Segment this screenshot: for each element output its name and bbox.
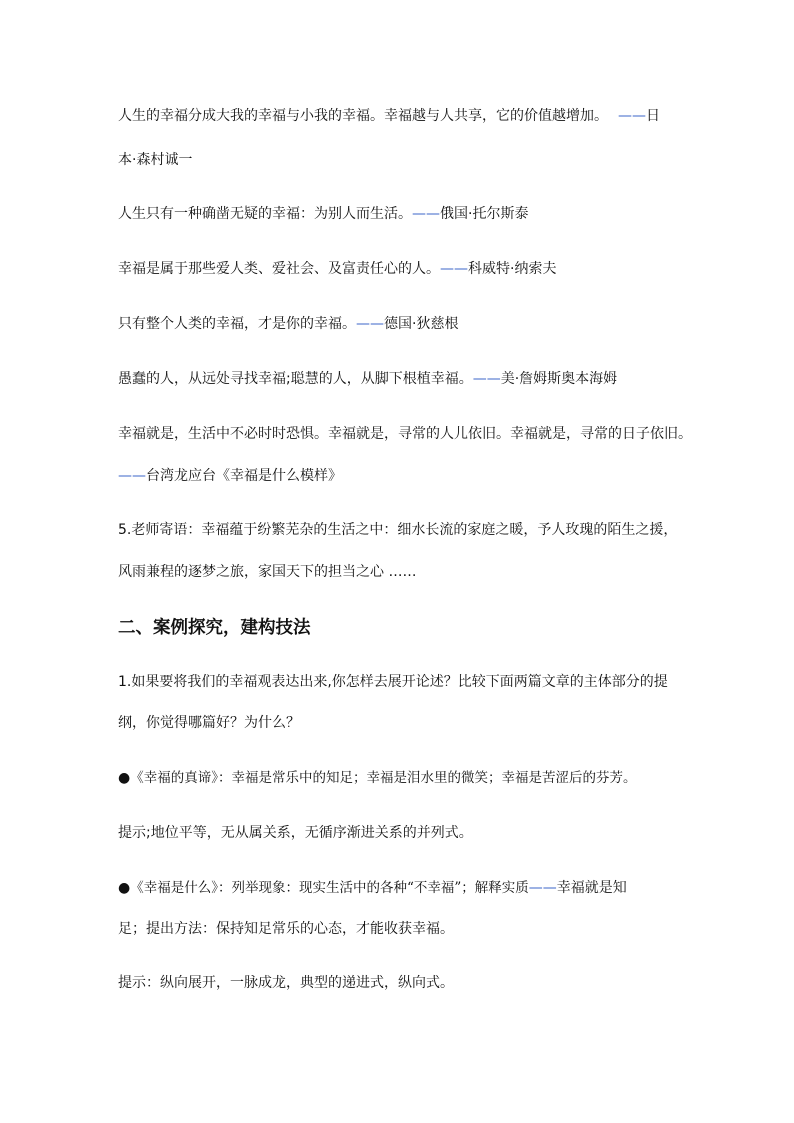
teacher-note-line-2: 风雨兼程的逐梦之旅，家国天下的担当之心 …… xyxy=(118,564,417,580)
quote-5-text: 愚蠢的人，从远处寻找幸福;聪慧的人，从脚下根植幸福。 xyxy=(118,371,473,387)
quote-2-text: 人生只有一种确凿无疑的幸福：为别人而生活。 xyxy=(118,206,412,222)
quote-6-text: 幸福就是，生活中不必时时恐惧。幸福就是，寻常的人儿依旧。幸福就是，寻常的日子依旧。 xyxy=(118,426,692,442)
quote-4-text: 只有整个人类的幸福，才是你的幸福。 xyxy=(118,316,356,332)
quote-5 xyxy=(118,369,617,389)
quote-1-text: 人生的幸福分成大我的幸福与小我的幸福。幸福越与人共享，它的价值越增加。 xyxy=(118,108,608,124)
quote-4 xyxy=(118,314,458,334)
quote-1-source-part2: 本·森村诚一 xyxy=(118,152,193,168)
quote-1-source-part1: 日 xyxy=(646,108,660,124)
quote-6-source: 台湾龙应台《幸福是什么模样》 xyxy=(146,468,342,484)
outline-item-1-text: 《幸福的真谛》：幸福是常乐中的知足；幸福是泪水里的微笑；幸福是苦涩后的芬芳。 xyxy=(130,770,637,786)
quote-4-source: 德国·狄慈根 xyxy=(384,316,459,332)
quote-1-line-1 xyxy=(118,106,660,126)
question-1-line-1: 1.如果要将我们的幸福观表达出来,你怎样去展开论述？比较下面两篇文章的主体部分的提 xyxy=(118,674,668,690)
outline-item-1 xyxy=(118,768,636,788)
bullet-icon: ● xyxy=(118,770,131,786)
outline-item-2-dash: —— xyxy=(528,880,557,896)
quote-4-dash: —— xyxy=(356,316,384,332)
teacher-note-line-1: 5.老师寄语：幸福蕴于纷繁芜杂的生活之中：细水长流的家庭之暖，予人玫瑰的陌生之援， xyxy=(118,522,678,538)
quote-3-text: 幸福是属于那些爱人类、爱社会、及富责任心的人。 xyxy=(118,261,440,277)
quote-5-dash: —— xyxy=(472,371,501,387)
quote-3 xyxy=(118,259,556,279)
quote-3-dash: —— xyxy=(440,261,468,277)
quote-6-line-1 xyxy=(118,424,692,444)
section-2-heading: 二、案例探究，建构技法 xyxy=(118,618,311,638)
hint-2: 提示：纵向展开，一脉成龙，典型的递进式，纵向式。 xyxy=(118,975,454,991)
bullet-icon: ● xyxy=(118,880,131,896)
quote-3-source: 科威特·纳索夫 xyxy=(468,261,557,277)
hint-1: 提示;地位平等，无从属关系，无循序渐进关系的并列式。 xyxy=(118,825,473,841)
quote-2-dash: —— xyxy=(412,206,440,222)
quote-6-dash: —— xyxy=(118,468,146,484)
quote-6-line-2 xyxy=(118,466,342,486)
quote-5-source: 美·詹姆斯奥本海姆 xyxy=(500,371,618,387)
quote-2 xyxy=(118,204,528,224)
outline-item-2-tail: 幸福就是知 xyxy=(556,880,627,896)
quote-2-source: 俄国·托尔斯泰 xyxy=(440,206,529,222)
outline-item-2-line-2: 足；提出方法：保持知足常乐的心态，才能收获幸福。 xyxy=(118,921,454,937)
question-1-line-2: 纲，你觉得哪篇好？为什么？ xyxy=(118,715,300,731)
quote-1-line-2 xyxy=(118,150,192,170)
outline-item-2-text: 《幸福是什么》：列举现象：现实生活中的各种“不幸福”；解释实质 xyxy=(130,880,529,896)
outline-item-2-line-1 xyxy=(118,878,627,898)
quote-1-dash: —— xyxy=(618,108,646,124)
